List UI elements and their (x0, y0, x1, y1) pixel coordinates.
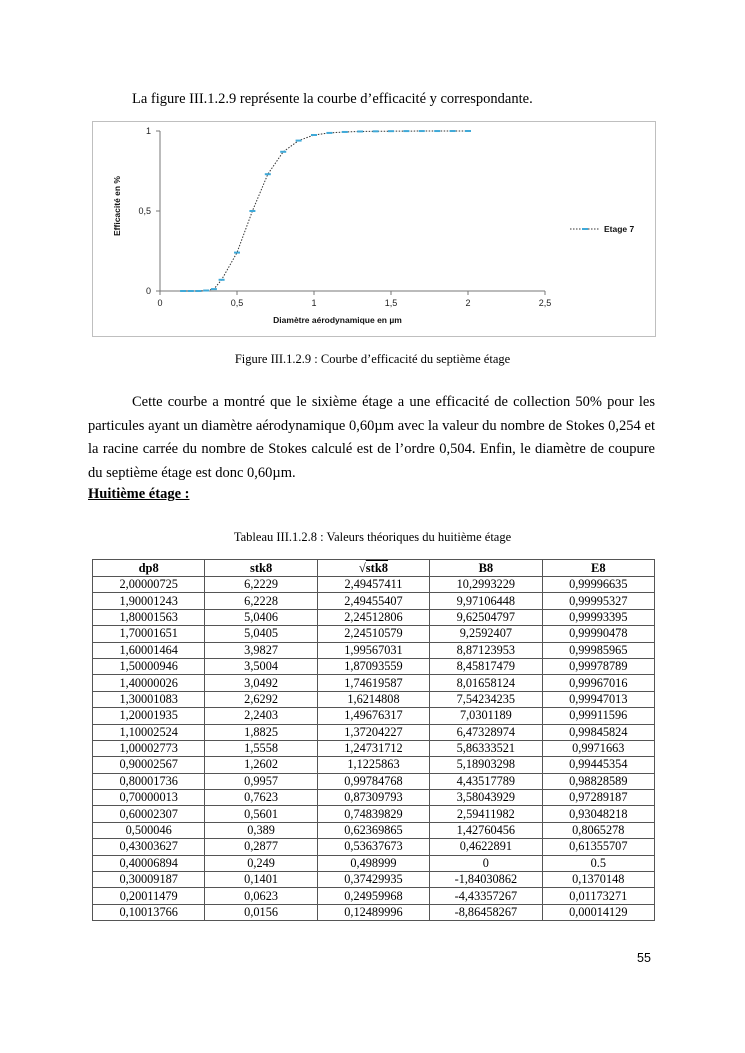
table-row (93, 822, 655, 838)
cell-e8: 0,1370148 (542, 872, 654, 888)
paragraph-text: Cette courbe a montré que le sixième étage a une efficacité de collection 50% pour les particules ayant un diamètre aérodynamique 0,60µm avec la valeur du nombre de Stokes 0,254 et la racine carrée du nombre de Stokes calculé est de l’ordre 0,504. Enfin, le diamètre de coupure du septième étage est donc 0,60µm. (88, 394, 655, 481)
cell-stk8: 0,7623 (205, 790, 317, 806)
cell-sqrt-stk8: 2,24512806 (317, 609, 429, 625)
cell-stk8: 6,2228 (205, 593, 317, 609)
cell-sqrt-stk8: 1,6214808 (317, 691, 429, 707)
cell-dp8: 1,10002524 (93, 724, 205, 740)
cell-sqrt-stk8: 0,53637673 (317, 839, 429, 855)
cell-dp8: 0,80001736 (93, 773, 205, 789)
y-tick-label: 0 (145, 286, 151, 296)
cell-e8: 0,99990478 (542, 626, 654, 642)
cell-e8: 0.5 (542, 855, 654, 871)
cell-stk8: 0,1401 (205, 872, 317, 888)
cell-e8: 0,00014129 (542, 904, 654, 920)
cell-stk8: 1,8825 (205, 724, 317, 740)
table-row (93, 691, 655, 707)
cell-b8: 7,54234235 (430, 691, 542, 707)
cell-stk8: 1,5558 (205, 740, 317, 756)
cell-dp8: 0,70000013 (93, 790, 205, 806)
cell-b8: 0,4622891 (430, 839, 542, 855)
cell-b8: 5,86333521 (430, 740, 542, 756)
cell-dp8: 0,40006894 (93, 855, 205, 871)
header-sqrt-stk8 (317, 560, 429, 577)
cell-b8: -4,43357267 (430, 888, 542, 904)
cell-b8: 6,47328974 (430, 724, 542, 740)
cell-sqrt-stk8: 0,74839829 (317, 806, 429, 822)
cell-stk8: 2,2403 (205, 708, 317, 724)
cell-e8: 0,9971663 (542, 740, 654, 756)
cell-sqrt-stk8: 1,37204227 (317, 724, 429, 740)
cell-dp8: 1,00002773 (93, 740, 205, 756)
table-caption: Tableau III.1.2.8 : Valeurs théoriques du huitième étage (233, 530, 512, 544)
cell-sqrt-stk8: 1,74619587 (317, 675, 429, 691)
sqrt-symbol: √ (358, 560, 366, 575)
cell-dp8: 0,30009187 (93, 872, 205, 888)
table-row (93, 855, 655, 871)
cell-stk8: 6,2229 (205, 577, 317, 593)
x-tick-label: 0,5 (230, 298, 244, 308)
cell-sqrt-stk8: 0,12489996 (317, 904, 429, 920)
section-title: Huitième étage : (88, 486, 190, 502)
efficiency-chart (93, 122, 655, 336)
x-tick-label: 1,5 (384, 298, 398, 308)
cell-sqrt-stk8: 1,1225863 (317, 757, 429, 773)
cell-dp8: 0,10013766 (93, 904, 205, 920)
table-row (93, 757, 655, 773)
y-tick-label: 0,5 (138, 206, 151, 216)
cell-dp8: 2,00000725 (93, 577, 205, 593)
table-header-row (93, 560, 655, 577)
cell-sqrt-stk8: 1,99567031 (317, 642, 429, 658)
table-row (93, 675, 655, 691)
cell-e8: 0,99993395 (542, 609, 654, 625)
cell-e8: 0,93048218 (542, 806, 654, 822)
cell-sqrt-stk8: 0,24959968 (317, 888, 429, 904)
header-stk8: stk8 (205, 560, 317, 577)
body-paragraph (88, 391, 655, 485)
cell-b8: 0 (430, 855, 542, 871)
cell-e8: 0,01173271 (542, 888, 654, 904)
cell-dp8: 1,80001563 (93, 609, 205, 625)
cell-e8: 0,97289187 (542, 790, 654, 806)
cell-sqrt-stk8: 0,87309793 (317, 790, 429, 806)
cell-stk8: 5,0405 (205, 626, 317, 642)
cell-dp8: 1,30001083 (93, 691, 205, 707)
cell-stk8: 0,249 (205, 855, 317, 871)
cell-b8: -8,86458267 (430, 904, 542, 920)
cell-dp8: 1,50000946 (93, 658, 205, 674)
cell-e8: 0,8065278 (542, 822, 654, 838)
cell-e8: 0,61355707 (542, 839, 654, 855)
cell-stk8: 3,5004 (205, 658, 317, 674)
table-row (93, 577, 655, 593)
cell-e8: 0,99947013 (542, 691, 654, 707)
cell-b8: 8,45817479 (430, 658, 542, 674)
table-row (93, 790, 655, 806)
header-b8: B8 (430, 560, 542, 577)
cell-dp8: 1,70001651 (93, 626, 205, 642)
cell-e8: 0,99967016 (542, 675, 654, 691)
table-row (93, 740, 655, 756)
cell-sqrt-stk8: 0,62369865 (317, 822, 429, 838)
cell-sqrt-stk8: 1,49676317 (317, 708, 429, 724)
cell-e8: 0,99985965 (542, 642, 654, 658)
cell-b8: 9,97106448 (430, 593, 542, 609)
legend-label: Etage 7 (604, 224, 635, 234)
table-row (93, 609, 655, 625)
chart-frame (92, 121, 656, 337)
cell-stk8: 5,0406 (205, 609, 317, 625)
x-tick-label: 1 (311, 298, 317, 308)
cell-b8: 3,58043929 (430, 790, 542, 806)
cell-sqrt-stk8: 1,24731712 (317, 740, 429, 756)
values-table (92, 559, 655, 921)
cell-e8: 0,99845824 (542, 724, 654, 740)
cell-b8: 1,42760456 (430, 822, 542, 838)
cell-dp8: 0,500046 (93, 822, 205, 838)
cell-e8: 0,98828589 (542, 773, 654, 789)
table-row (93, 888, 655, 904)
figure-caption: Figure III.1.2.9 : Courbe d’efficacité du septième étage (234, 352, 511, 366)
table-row (93, 593, 655, 609)
table-row (93, 626, 655, 642)
x-tick-label: 0 (157, 298, 163, 308)
cell-b8: 2,59411982 (430, 806, 542, 822)
cell-stk8: 0,9957 (205, 773, 317, 789)
x-tick-label: 2 (465, 298, 471, 308)
table-row (93, 806, 655, 822)
cell-sqrt-stk8: 0,99784768 (317, 773, 429, 789)
cell-b8: 8,01658124 (430, 675, 542, 691)
cell-sqrt-stk8: 0,498999 (317, 855, 429, 871)
cell-sqrt-stk8: 0,37429935 (317, 872, 429, 888)
table-row (93, 773, 655, 789)
cell-dp8: 1,40000026 (93, 675, 205, 691)
header-dp8: dp8 (93, 560, 205, 577)
cell-stk8: 0,0156 (205, 904, 317, 920)
cell-b8: -1,84030862 (430, 872, 542, 888)
cell-e8: 0,99978789 (542, 658, 654, 674)
page-number: 55 (637, 951, 651, 965)
table-row (93, 839, 655, 855)
cell-sqrt-stk8: 1,87093559 (317, 658, 429, 674)
cell-sqrt-stk8: 2,24510579 (317, 626, 429, 642)
cell-dp8: 1,90001243 (93, 593, 205, 609)
y-axis-label: Efficacité en % (112, 176, 122, 236)
y-tick-label: 1 (145, 126, 151, 136)
table-row (93, 724, 655, 740)
cell-sqrt-stk8: 2,49455407 (317, 593, 429, 609)
sqrt-radicand: stk8 (365, 560, 389, 575)
cell-stk8: 0,389 (205, 822, 317, 838)
cell-e8: 0,99445354 (542, 757, 654, 773)
cell-stk8: 3,9827 (205, 642, 317, 658)
table-row (93, 642, 655, 658)
cell-stk8: 0,0623 (205, 888, 317, 904)
cell-stk8: 3,0492 (205, 675, 317, 691)
cell-dp8: 0,90002567 (93, 757, 205, 773)
table-row (93, 658, 655, 674)
cell-b8: 5,18903298 (430, 757, 542, 773)
intro-text: La figure III.1.2.9 représente la courbe d’efficacité y correspondante. (132, 91, 533, 107)
cell-dp8: 0,20011479 (93, 888, 205, 904)
table-row (93, 872, 655, 888)
cell-stk8: 2,6292 (205, 691, 317, 707)
cell-stk8: 1,2602 (205, 757, 317, 773)
cell-dp8: 1,20001935 (93, 708, 205, 724)
cell-dp8: 0,43003627 (93, 839, 205, 855)
cell-stk8: 0,5601 (205, 806, 317, 822)
cell-e8: 0,99995327 (542, 593, 654, 609)
cell-b8: 10,2993229 (430, 577, 542, 593)
cell-sqrt-stk8: 2,49457411 (317, 577, 429, 593)
x-tick-label: 2,5 (538, 298, 552, 308)
cell-e8: 0,99996635 (542, 577, 654, 593)
series-line (183, 131, 468, 291)
cell-dp8: 0,60002307 (93, 806, 205, 822)
cell-b8: 8,87123953 (430, 642, 542, 658)
cell-b8: 9,2592407 (430, 626, 542, 642)
header-e8: E8 (542, 560, 654, 577)
cell-b8: 4,43517789 (430, 773, 542, 789)
x-axis-label: Diamètre aérodynamique en µm (273, 315, 402, 325)
cell-dp8: 1,60001464 (93, 642, 205, 658)
cell-b8: 7,0301189 (430, 708, 542, 724)
cell-b8: 9,62504797 (430, 609, 542, 625)
cell-stk8: 0,2877 (205, 839, 317, 855)
table-row (93, 708, 655, 724)
cell-e8: 0,99911596 (542, 708, 654, 724)
table-row (93, 904, 655, 920)
